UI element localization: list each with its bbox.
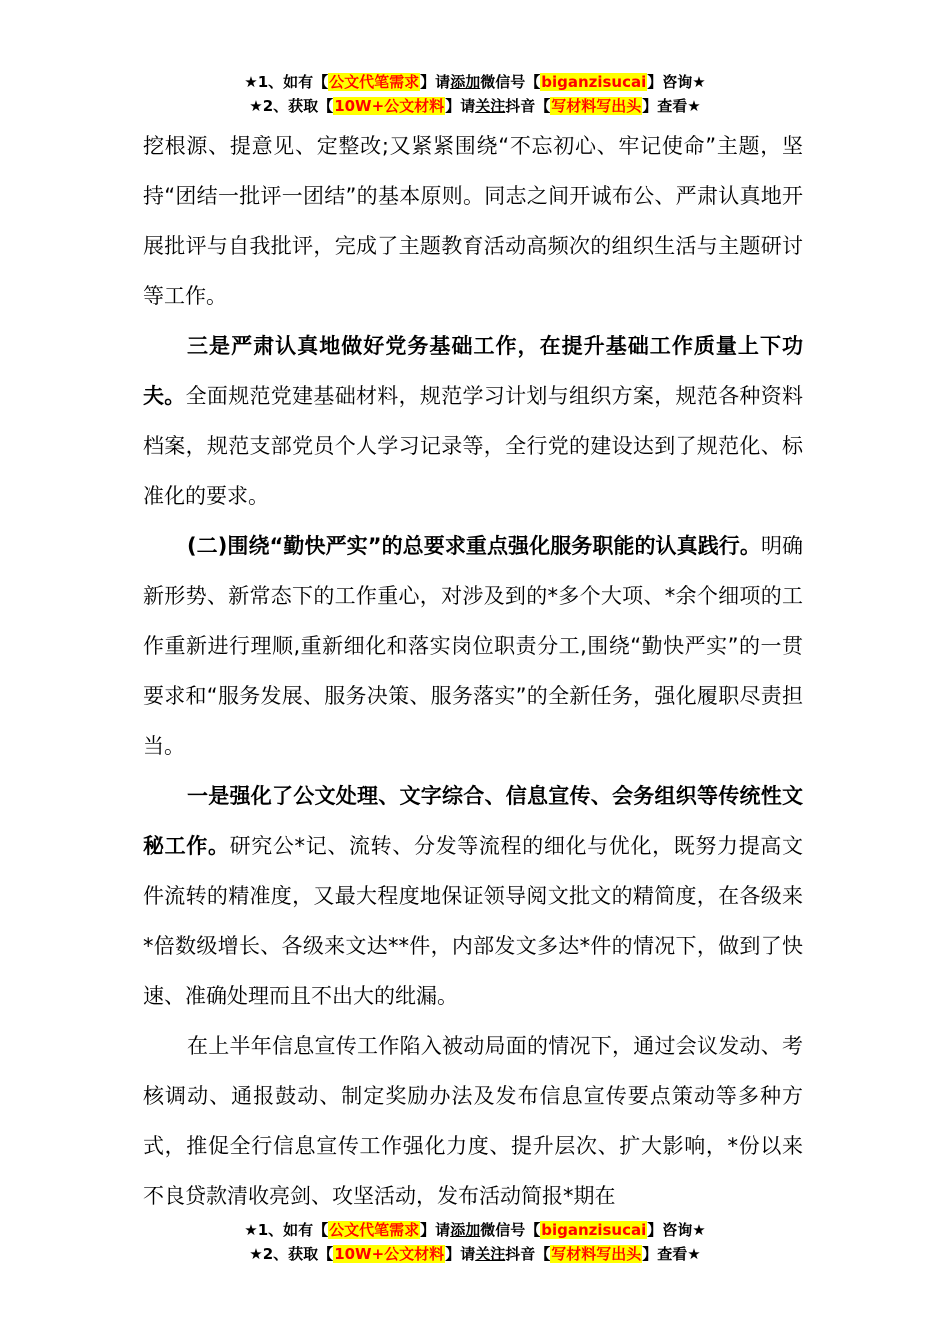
banner-highlight: biganzisucai [541, 73, 647, 91]
paragraph-lead: 一是强化了公文处理、文字综合、信息宣传、会务组织等传统性文秘工作。 [143, 784, 803, 858]
banner-underline: 添加 [450, 1221, 481, 1239]
banner-text: 】咨询★ [647, 73, 706, 91]
paragraph-text: 在上半年信息宣传工作陷入被动局面的情况下，通过会议发动、考核调动、通报鼓动、制定奖励办法及发布信息宣传要点策动等多种方式，推促全行信息宣传工作强化力度、提升层次、扩大影响，*份以来不良贷款清收亮剑、攻坚活动，发布活动简报*期在 [143, 1034, 803, 1208]
banner-text: 】咨询★ [647, 1221, 706, 1239]
banner-text: 】查看★ [642, 1245, 701, 1263]
banner-text: ★1、如有【 [244, 73, 329, 91]
banner-line-1 [0, 70, 950, 94]
banner-underline: 关注 [475, 97, 506, 115]
banner-text: ★2、获取【 [249, 1245, 334, 1263]
banner-text: 抖音【 [505, 97, 551, 115]
banner-line-2 [0, 1242, 950, 1266]
banner-highlight: 10W+公文材料 [334, 97, 445, 115]
paragraph-text: 明确新形势、新常态下的工作重心，对涉及到的*多个大项、*余个细项的工作重新进行理顺,重新细化和落实岗位职责分工,围绕“勤快严实”的一贯要求和“服务发展、服务决策、服务落实”的全新任务，强化履职尽责担当。 [143, 534, 804, 758]
banner-highlight: 写材料写出头 [551, 97, 642, 115]
banner-text: 】请 [420, 1221, 451, 1239]
paragraph-4 [143, 771, 803, 1021]
banner-highlight: 写材料写出头 [551, 1245, 642, 1263]
paragraph-text: 研究公*记、流转、分发等流程的细化与优化，既努力提高文件流转的精准度，又最大程度地保证领导阅文批文的精简度，在各级来*倍数级增长、各级来文达**件，内部发文多达*件的情况下，做到了快速、准确处理而且不出大的纰漏。 [143, 834, 804, 1008]
banner-text: 】查看★ [642, 97, 701, 115]
banner-text: ★1、如有【 [244, 1221, 329, 1239]
paragraph-text: 挖根源、提意见、定整改;又紧紧围绕“不忘初心、牢记使命”主题，坚持“团结一批评一团结”的基本原则。同志之间开诚布公、严肃认真地开展批评与自我批评，完成了主题教育活动高频次的组织生活与主题研讨等工作。 [143, 134, 803, 308]
banner-underline: 关注 [475, 1245, 506, 1263]
banner-text: 】请 [445, 97, 476, 115]
paragraph-lead: (二)围绕“勤快严实”的总要求重点强化服务职能的认真践行。 [187, 534, 761, 558]
banner-highlight: 公文代笔需求 [329, 73, 420, 91]
paragraph-2 [143, 321, 803, 521]
banner-text: 】请 [445, 1245, 476, 1263]
paragraph-lead: 三是严肃认真地做好党务基础工作，在提升基础工作质量上下功夫。 [143, 334, 803, 408]
banner-highlight: 10W+公文材料 [334, 1245, 445, 1263]
paragraph-1 [143, 121, 803, 321]
banner-underline: 添加 [450, 73, 481, 91]
banner-highlight: biganzisucai [541, 1221, 647, 1239]
banner-text: ★2、获取【 [249, 97, 334, 115]
paragraph-5 [143, 1021, 803, 1221]
banner-text: 微信号【 [480, 73, 541, 91]
banner-highlight: 公文代笔需求 [329, 1221, 420, 1239]
paragraph-text: 全面规范党建基础材料，规范学习计划与组织方案，规范各种资料档案，规范支部党员个人学习记录等，全行党的建设达到了规范化、标准化的要求。 [143, 384, 804, 508]
banner-text: 】请 [420, 73, 451, 91]
paragraph-3 [143, 521, 803, 771]
footer-banner [0, 1218, 950, 1266]
banner-text: 抖音【 [505, 1245, 551, 1263]
banner-text: 微信号【 [480, 1221, 541, 1239]
header-banner [0, 70, 950, 118]
banner-line-2 [0, 94, 950, 118]
banner-line-1 [0, 1218, 950, 1242]
document-body [143, 121, 803, 1221]
